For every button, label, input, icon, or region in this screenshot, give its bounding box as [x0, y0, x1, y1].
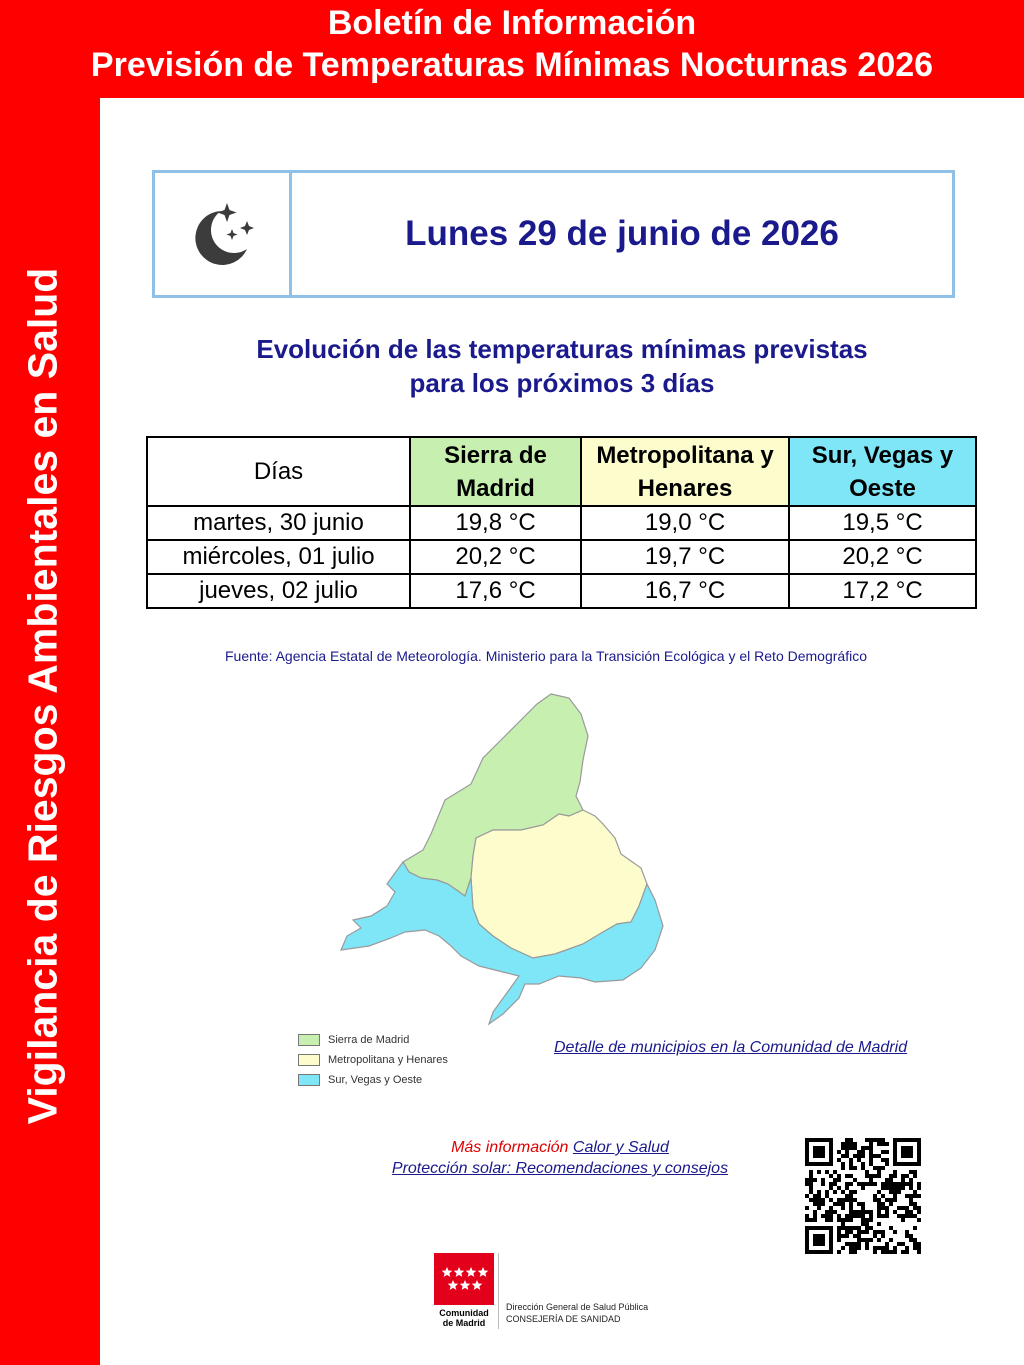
map-legend [298, 1030, 448, 1090]
calor-salud-link[interactable]: Calor y Salud [572, 1139, 669, 1156]
source-note: Fuente: Agencia Estatal de Meteorología. Ministerio para la Transición Ecológica y el Reto Demográfico [224, 648, 867, 664]
cell-metro: 16,7 °C [581, 574, 789, 608]
department-line2: CONSEJERÍA DE SANIDAD [506, 1314, 621, 1324]
date-icon-cell [155, 173, 292, 295]
cell-sierra: 20,2 °C [410, 540, 581, 574]
cell-day: jueves, 02 julio [147, 574, 410, 608]
header-sierra-line2: Madrid [456, 474, 535, 502]
section-title-line2: para los próximos 3 días [409, 368, 715, 398]
header-sur-line1: Sur, Vegas y [811, 441, 954, 469]
section-title-line1: Evolución de las temperaturas mínimas previstas [256, 334, 868, 364]
cell-metro: 19,7 °C [581, 540, 789, 574]
proteccion-solar-link[interactable]: Protección solar: Recomendaciones y consejos [391, 1160, 729, 1177]
legend-item [298, 1030, 448, 1050]
date-box [152, 170, 955, 298]
cell-day: martes, 30 junio [147, 506, 410, 540]
legend-swatch-sierra [298, 1034, 320, 1046]
header-dias: Días [147, 437, 410, 506]
logo-divider [498, 1253, 499, 1329]
department-name [506, 1301, 648, 1325]
moon-stars-icon [177, 189, 267, 279]
header-sierra-line1: Sierra de [444, 441, 547, 469]
cell-day: miércoles, 01 julio [147, 540, 410, 574]
cell-metro: 19,0 °C [581, 506, 789, 540]
cell-sur: 20,2 °C [789, 540, 976, 574]
madrid-zones-map [333, 688, 673, 1033]
header-sur [789, 437, 976, 506]
bulletin-date: Lunes 29 de junio de 2026 [405, 214, 839, 253]
municipios-detail-link[interactable]: Detalle de municipios en la Comunidad de Madrid [554, 1039, 908, 1056]
header-subtitle: Previsión de Temperaturas Mínimas Nocturnas 2026 [90, 46, 934, 84]
table-row [147, 574, 976, 608]
cell-sierra: 17,6 °C [410, 574, 581, 608]
section-title [152, 332, 972, 400]
legend-swatch-sur [298, 1074, 320, 1086]
header-metro-line1: Metropolitana y [596, 441, 774, 469]
header-sur-line2: Oeste [849, 474, 916, 502]
table-row [147, 506, 976, 540]
cell-sur: 19,5 °C [789, 506, 976, 540]
legend-label: Sur, Vegas y Oeste [328, 1074, 423, 1086]
more-info-label: Más información [451, 1139, 569, 1156]
table-row [147, 540, 976, 574]
logo-name [434, 1308, 494, 1328]
comunidad-madrid-logo-icon [434, 1253, 494, 1305]
cell-sierra: 19,8 °C [410, 506, 581, 540]
qr-code[interactable] [805, 1138, 921, 1254]
sidebar-title: Vigilancia de Riesgos Ambientales en Salud [19, 267, 66, 1125]
header-metro-line2: Henares [637, 474, 733, 502]
legend-item [298, 1070, 448, 1090]
legend-label: Metropolitana y Henares [328, 1054, 448, 1066]
header-title: Boletín de Información [327, 4, 697, 42]
table-header-row [147, 437, 976, 506]
more-info-line [360, 1137, 760, 1158]
logo-name-line1: Comunidad [439, 1308, 489, 1318]
bulletin-header [0, 0, 1024, 98]
legend-label: Sierra de Madrid [328, 1034, 410, 1046]
header-metro [581, 437, 789, 506]
department-line1: Dirección General de Salud Pública [506, 1302, 649, 1312]
cell-sur: 17,2 °C [789, 574, 976, 608]
temperature-table [146, 436, 977, 609]
legend-swatch-metro [298, 1054, 320, 1066]
legend-item [298, 1050, 448, 1070]
header-sierra [410, 437, 581, 506]
footer-logo [434, 1253, 666, 1329]
logo-name-line2: de Madrid [442, 1318, 486, 1328]
more-info-block [360, 1137, 760, 1179]
